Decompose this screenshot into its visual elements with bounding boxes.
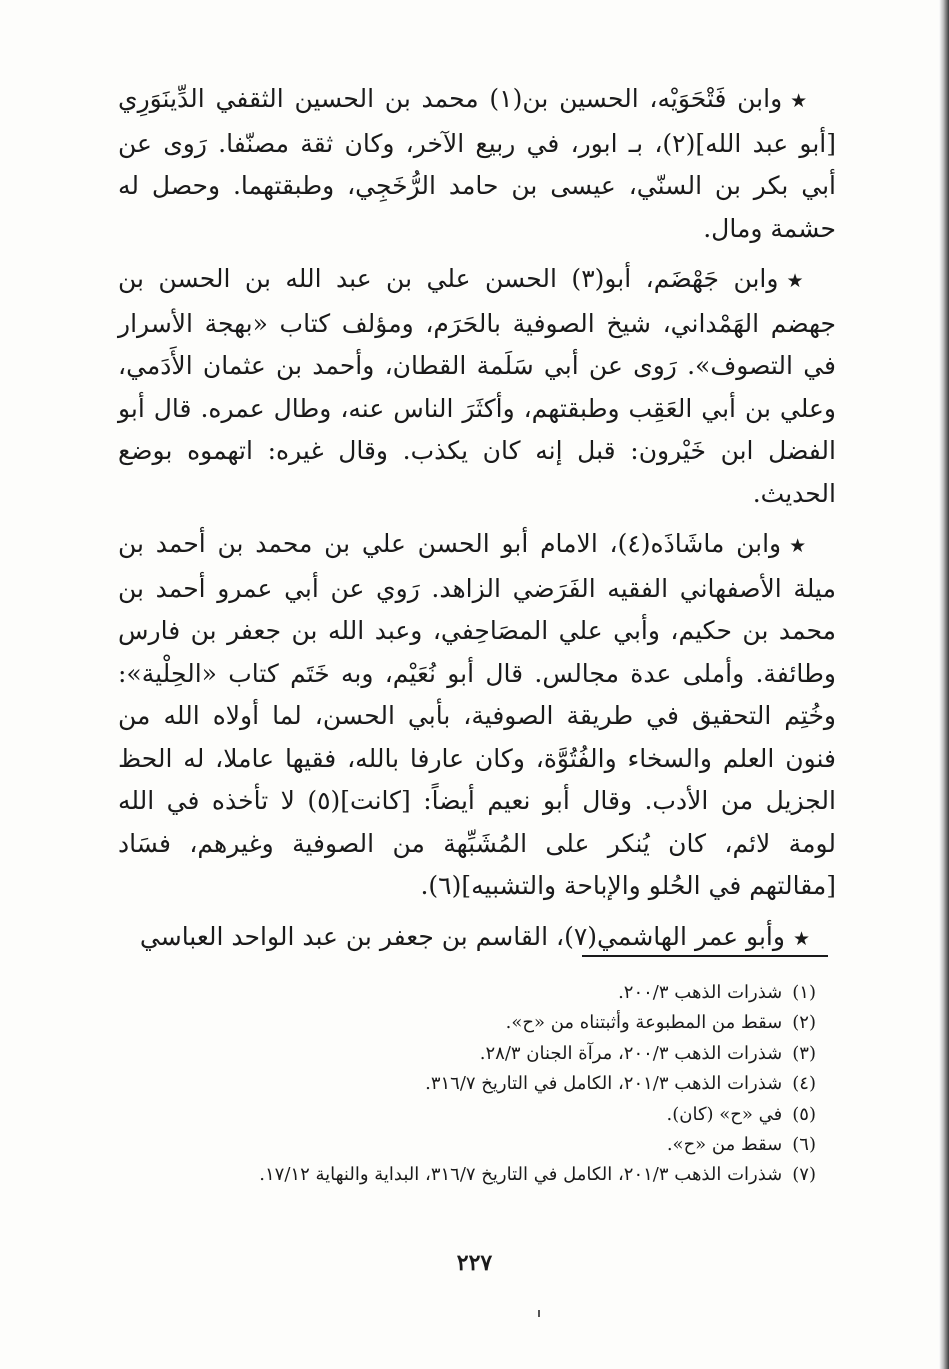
biography-entry-1 — [118, 78, 836, 250]
footnote-text: شذرات الذهب ٢٠١/٣، الكامل في التاريخ ٣١٦/٧. — [425, 1073, 783, 1095]
star-bullet-icon: ★ — [786, 270, 810, 292]
footnote-number: (٦) — [792, 1134, 816, 1156]
footnote-text: في «ح» (كان). — [666, 1103, 783, 1125]
biography-entry-3 — [118, 523, 836, 908]
footnote-text: سقط من المطبوعة وأثبتناه من «ح». — [505, 1012, 783, 1034]
footnote-number: (٤) — [792, 1073, 816, 1095]
footnote-text: شذرات الذهب ٢٠٠/٣، مرآة الجنان ٢٨/٣. — [479, 1042, 783, 1064]
footnote-6 — [150, 1130, 816, 1160]
footnote-1 — [150, 978, 816, 1008]
star-bullet-icon: ★ — [789, 535, 810, 557]
biography-entry-4 — [118, 916, 836, 961]
footnote-number: (٢) — [792, 1012, 816, 1034]
footnote-2 — [150, 1008, 816, 1038]
entry-text: وأبو عمر الهاشمي(٧)، القاسم بن جعفر بن عبد الواحد العباسي — [139, 921, 785, 951]
main-text — [118, 78, 836, 968]
star-bullet-icon: ★ — [790, 90, 810, 112]
footnote-number: (٣) — [792, 1042, 816, 1064]
footnote-separator — [582, 955, 828, 957]
footnote-number: (١) — [792, 982, 816, 1003]
footnote-number: (٥) — [792, 1103, 816, 1125]
footnote-4 — [150, 1069, 816, 1099]
footnote-text: شذرات الذهب ٢٠٠/٣. — [618, 982, 783, 1003]
footnote-3 — [150, 1039, 816, 1069]
entry-text: وابن ماشَاذَه(٤)، الامام أبو الحسن علي بن محمد بن أحمد بن ميلة الأصفهاني الفقيه الفَرَضي الزاهد. رَوي عن أبي عمرو أحمد بن محمد بن حكيم، وأبي علي المصَاحِفي، وعبد الله بن جعفر بن فارس وطائفة. وأملى عدة مجالس. قال أبو نُعَيْم، وبه خَتَم كتاب «الحِلْية»: وخُتِم التحقيق في طريقة الصوفية، بأبي الحسن، لما أولاه الله من فنون العلم والسخاء والفُتُوَّة، وكان عارفا بالله، فقيها عاملا، له الحظ الجزيل من الأدب. وقال أبو نعيم أيضاً: [كانت](٥) لا تأخذه في الله لومة لائم، كان يُنكر على المُشَبِّهة من الصوفية وغيرهم، فسَاد [مقالتهم في الحُلو والإباحة والتشبيه](٦). — [118, 529, 836, 900]
entry-text: وابن فَتْحَوَيْه، الحسين بن(١) محمد بن الحسين الثقفي الدِّينَوَرِي [أبو عبد الله](٢)، بـ ابور، في ربيع الآخر، وكان ثقة مصنّفا. رَوى عن أبي بكر بن السنّي، عيسى بن حامد الرُّخَجِي، وطبقتهما. وحصل له حشمة ومال. — [118, 84, 836, 243]
footnotes — [150, 978, 816, 1191]
footnote-text: سقط من «ح». — [666, 1134, 783, 1156]
footnote-text: شذرات الذهب ٢٠١/٣، الكامل في التاريخ ٣١٦/٧، البداية والنهاية ١٧/١٢. — [259, 1164, 783, 1186]
star-bullet-icon: ★ — [792, 927, 810, 950]
footnote-5 — [150, 1100, 816, 1130]
page-number: ٢٢٧ — [456, 1250, 493, 1276]
footnote-7 — [150, 1160, 816, 1190]
biography-entry-2 — [118, 258, 836, 515]
scan-speck — [538, 1310, 540, 1317]
footnote-number: (٧) — [792, 1164, 816, 1186]
scan-edge-shadow — [939, 0, 949, 1369]
entry-text: وابن جَهْضَم، أبو(٣) الحسن علي بن عبد الله بن الحسن بن جهضم الهَمْداني، شيخ الصوفية بالحَرَم، ومؤلف كتاب «بهجة الأسرار في التصوف». رَوى عن أبي سَلَمة القطان، وأحمد بن عثمان الأَدَمي، وعلي بن أبي العَقِب وطبقتهم، وأكثَرَ الناس عنه، وطال عمره. قال أبو الفضل ابن خَيْرون: قبل إنه كان يكذب. وقال غيره: اتهموه بوضع الحديث. — [118, 264, 836, 508]
